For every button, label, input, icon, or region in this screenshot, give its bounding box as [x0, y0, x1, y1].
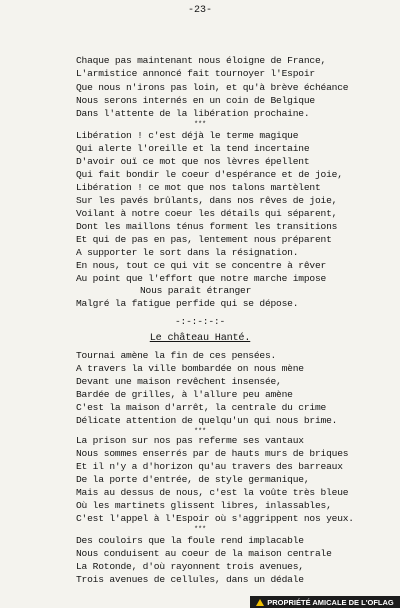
poem-line: Nous sommes enserrés par de hauts murs de briques [76, 448, 349, 459]
poem-line: Qui fait bondir le coeur d'espérance et de joie, [76, 169, 343, 180]
stanza-separator: *** [193, 121, 206, 129]
poem-line: Tournai amène la fin de ces pensées. [76, 350, 277, 361]
poem-line: La prison sur nos pas referme ses vantaux [76, 435, 304, 446]
poem-line-indented: Nous paraît étranger [140, 285, 252, 296]
poem-line: Que nous n'irons pas loin, et qu'à brève échéance [76, 82, 349, 93]
stanza-separator: *** [193, 428, 206, 436]
poem-line: Et qui de pas en pas, lentement nous préparent [76, 234, 332, 245]
section-divider: -:-:-:-:- [174, 316, 225, 327]
poem-line: C'est la maison d'arrêt, la centrale du crime [76, 402, 327, 413]
stanza-separator: *** [193, 526, 206, 534]
poem-line: Libération ! c'est déjà le terme magique [76, 130, 299, 141]
poem-line: Au point que l'effort que notre marche impose [76, 273, 327, 284]
poem-line: Sur les pavés brûlants, dans nos rêves de joie, [76, 195, 338, 206]
poem-line: Bardée de grilles, à l'allure peu amène [76, 389, 293, 400]
poem-line: Dont les maillons ténus forment les transitions [76, 221, 338, 232]
poem-line: Devant une maison revêchent insensée, [76, 376, 282, 387]
ownership-text: PROPRIÉTÉ AMICALE DE L'OFLAG [267, 597, 394, 607]
section-title: Le château Hanté. [149, 333, 251, 344]
poem-line: Des couloirs que la foule rend implacable [76, 535, 304, 546]
ownership-banner [250, 596, 400, 608]
poem-line: A supporter le sort dans la résignation. [76, 247, 299, 258]
poem-line: Délicate attention de quelqu'un qui nous brime. [76, 415, 338, 426]
poem-line: C'est l'appel à l'Espoir où s'aggrippent nos yeux. [76, 513, 354, 524]
poem-line: Mais au dessus de nous, c'est la voûte très bleue [76, 487, 349, 498]
poem-line: Et il n'y a d'horizon qu'au travers des barreaux [76, 461, 343, 472]
poem-line: A travers la ville bombardée on nous mène [76, 363, 304, 374]
poem-line: En nous, tout ce qui vit se concentre à rêver [76, 260, 327, 271]
poem-line: Dans l'attente de la libération prochaine. [76, 108, 310, 119]
poem-line: La Rotonde, d'où rayonnent trois avenues, [76, 561, 304, 572]
poem-line: Chaque pas maintenant nous éloigne de France, [76, 55, 327, 66]
poem-line: Voilant à notre coeur les détails qui séparent, [76, 208, 338, 219]
poem-line: Malgré la fatigue perfide qui se dépose. [76, 298, 299, 309]
poem-line: Nous serons internés en un coin de Belgique [76, 95, 315, 106]
poem-line: De la porte d'entrée, de style germanique, [76, 474, 310, 485]
poem-line: D'avoir ouï ce mot que nos lèvres épellent [76, 156, 310, 167]
poem-line: L'armistice annoncé fait tournoyer l'Espoir [76, 68, 315, 79]
poem-line: Nous conduisent au coeur de la maison centrale [76, 548, 332, 559]
poem-line: Qui alerte l'oreille et la tend incertaine [76, 143, 310, 154]
page-number: -23- [187, 5, 212, 16]
poem-line: Libération ! ce mot que nos talons martèlent [76, 182, 321, 193]
poem-line: Trois avenues de cellules, dans un dédale [76, 574, 304, 585]
warning-icon [256, 599, 264, 606]
poem-line: Où les martinets glissent libres, inlassables, [76, 500, 332, 511]
